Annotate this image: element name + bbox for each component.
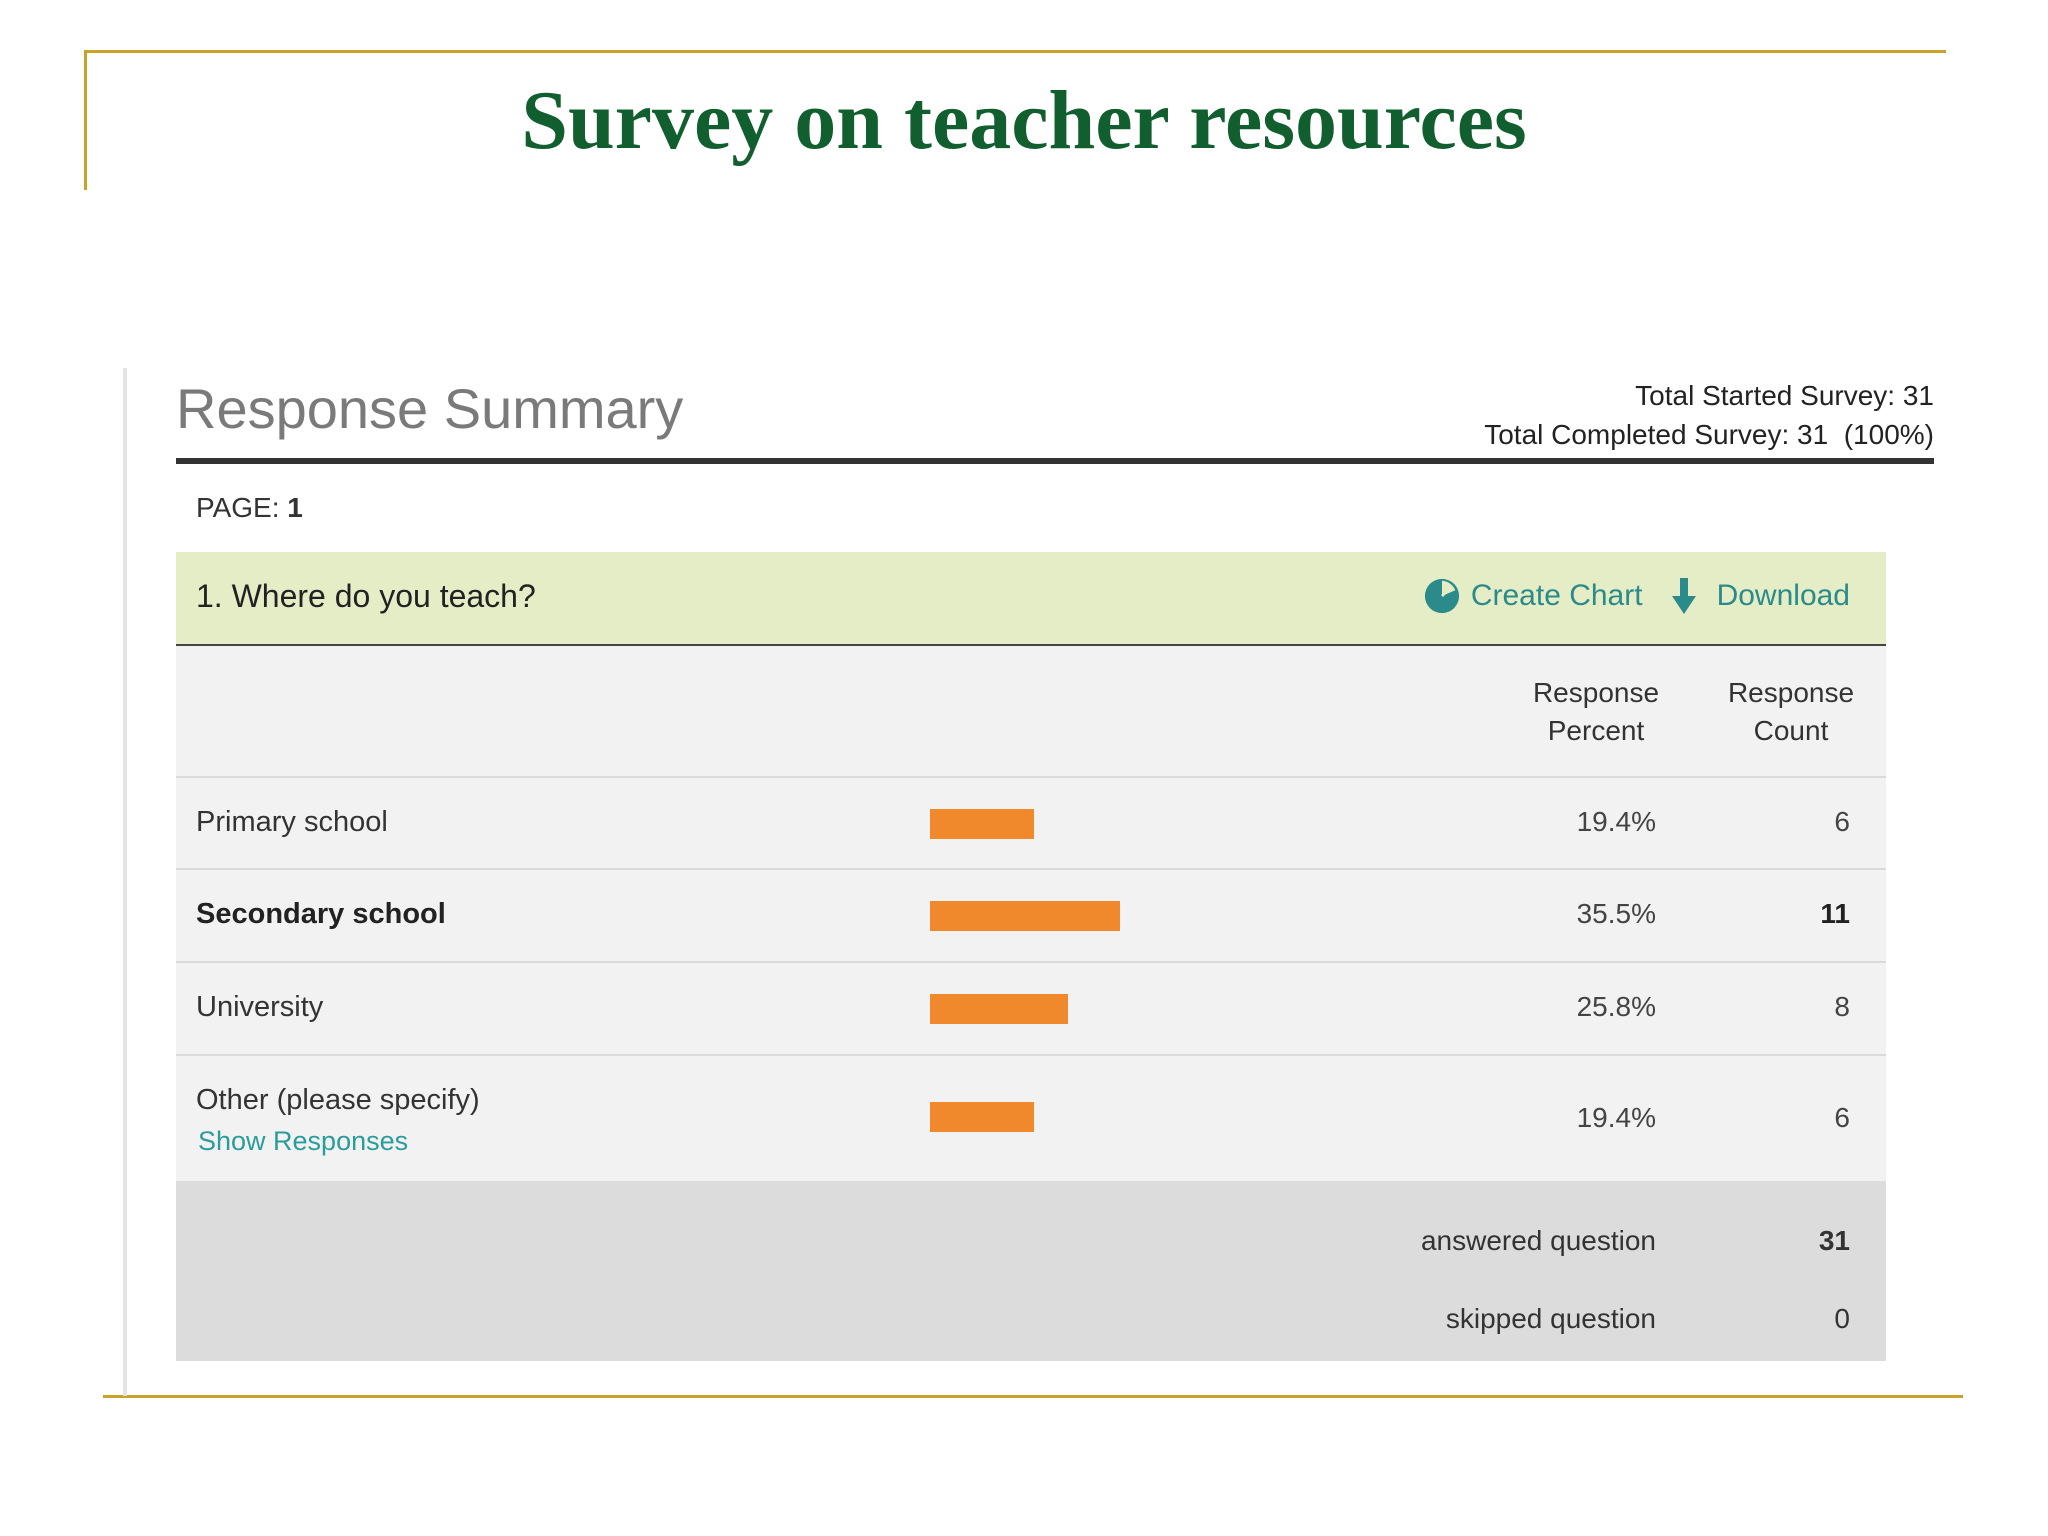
question-panel [176, 552, 1886, 1361]
response-count: 6 [1834, 1102, 1850, 1133]
skipped-question-count: 0 [1834, 1303, 1850, 1334]
response-percent: 19.4% [1576, 1102, 1656, 1133]
total-started: Total Started Survey: 31 [1635, 380, 1934, 411]
response-bar [930, 1102, 1034, 1132]
response-bar [930, 901, 1120, 931]
show-responses-link[interactable]: Show Responses [198, 1126, 409, 1156]
download-arrow-icon [1671, 576, 1697, 616]
table-row [176, 870, 1886, 963]
download-label: Download [1716, 579, 1850, 612]
response-summary-title: Response Summary [176, 377, 684, 440]
header-rule [176, 458, 1934, 464]
answered-question-count: 31 [1818, 1225, 1850, 1256]
pie-chart-icon [1423, 577, 1461, 615]
column-header-count [1701, 674, 1881, 750]
response-bar [930, 809, 1034, 839]
response-count: 8 [1834, 991, 1850, 1022]
total-completed: Total Completed Survey: 31 (100%) [1484, 419, 1934, 450]
answered-question-label: answered question [1420, 1225, 1656, 1256]
question-totals [176, 1181, 1886, 1361]
slide-title: Survey on teacher resources [521, 74, 1527, 167]
page-label: PAGE: [196, 492, 280, 523]
question-tools [1423, 576, 1850, 616]
response-percent: 25.8% [1576, 991, 1656, 1022]
response-count: 11 [1820, 898, 1850, 929]
response-bar [930, 994, 1068, 1024]
table-row [176, 1056, 1886, 1181]
response-count: 6 [1834, 806, 1850, 837]
question-header [176, 552, 1886, 646]
slide-frame-bottom [103, 1395, 1963, 1398]
table-row [176, 778, 1886, 870]
page-indicator [196, 492, 303, 524]
row-label: Secondary school [196, 898, 446, 930]
slide-frame-top [84, 50, 1946, 53]
screenshot-left-border [123, 368, 127, 1396]
column-header-percent [1506, 674, 1686, 750]
skipped-question-label: skipped question [1445, 1303, 1656, 1334]
row-label: Primary school [196, 806, 388, 838]
table-row [176, 963, 1886, 1056]
row-label: University [196, 991, 324, 1023]
create-chart-label: Create Chart [1470, 579, 1643, 612]
create-chart-button[interactable] [1423, 577, 1643, 615]
response-percent: 35.5% [1576, 898, 1656, 929]
column-header-percent-line2: Percent [1547, 715, 1645, 746]
column-header-count-line2: Count [1753, 715, 1829, 746]
question-title: 1. Where do you teach? [196, 578, 536, 614]
page-number: 1 [287, 492, 303, 523]
column-headers [176, 646, 1886, 778]
row-label: Other (please specify) [196, 1084, 480, 1116]
response-percent: 19.4% [1576, 806, 1656, 837]
column-header-percent-line1: Response [1532, 677, 1660, 708]
download-button[interactable] [1671, 576, 1850, 616]
survey-totals [1484, 376, 1934, 454]
column-header-count-line1: Response [1727, 677, 1855, 708]
